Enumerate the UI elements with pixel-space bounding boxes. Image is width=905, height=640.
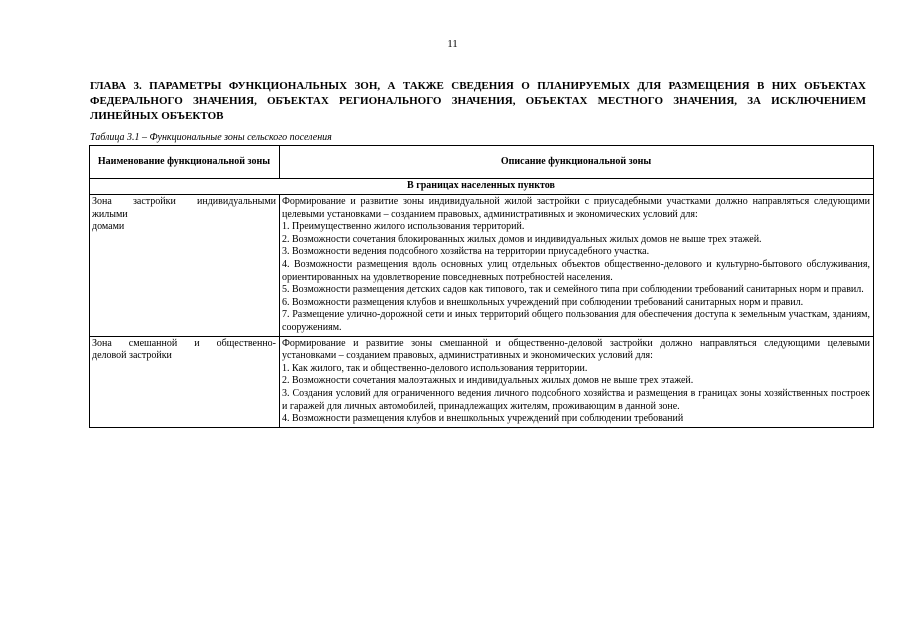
description-paragraph: 6. Возможности размещения клубов и внешкольных учреждений при соблюдении требований санитарных норм и правил. [282, 296, 804, 308]
zone-description-cell [280, 336, 874, 427]
section-title: В границах населенных пунктов [90, 179, 874, 195]
description-paragraph: 1. Преимущественно жилого использования территорий. [282, 221, 525, 233]
description-paragraph: 2. Возможности сочетания малоэтажных и индивидуальных жилых домов не выше трех этажей. [282, 375, 694, 387]
header-zone-name: Наименование функциональной зоны [90, 146, 280, 179]
zone-name-cell [90, 336, 280, 427]
zone-description-cell [280, 195, 874, 337]
description-paragraph: 3. Возможности ведения подсобного хозяйства на территории приусадебного участка. [282, 246, 650, 258]
zone-name-line: домами [92, 221, 125, 233]
description-paragraph: 2. Возможности сочетания блокированных жилых домов и индивидуальных жилых домов не выше трех этажей. [282, 233, 762, 245]
chapter-title: ГЛАВА 3. ПАРАМЕТРЫ ФУНКЦИОНАЛЬНЫХ ЗОН, А ТАКЖЕ СВЕДЕНИЯ О ПЛАНИРУЕМЫХ ДЛЯ РАЗМЕЩЕНИЯ В НИХ ОБЪЕКТАХ ФЕДЕРАЛЬНОГО ЗНАЧЕНИЯ, ОБЪЕКТАХ РЕГИОНАЛЬНОГО ЗНАЧЕНИЯ, ОБЪЕКТАХ МЕСТНОГО ЗНАЧЕНИЯ, ЗА ИСКЛЮЧЕНИЕМ ЛИНЕЙНЫХ ОБЪЕКТОВ [90, 80, 866, 122]
table-header-row [90, 146, 874, 179]
zone-name-line: деловой застройки [92, 350, 172, 362]
section-row [90, 179, 874, 195]
header-zone-description: Описание функциональной зоны [280, 146, 874, 179]
description-paragraph: 7. Размещение улично-дорожной сети и иных территорий общего пользования для обеспечения доступа к земельным участкам, зданиям, сооружениям. [282, 309, 870, 333]
description-paragraph: 5. Возможности размещения детских садов как типового, так и семейного типа при соблюдении требований санитарных норм и правил. [282, 284, 864, 296]
table-row [90, 195, 874, 337]
description-paragraph: Формирование и развитие зоны индивидуальной жилой застройки с приусадебными участками должно направляться следующими целевыми установками – созданием правовых, административных и экономических условий для: [282, 196, 870, 220]
description-paragraph: 3. Создания условий для ограниченного ведения личного подсобного хозяйства и размещения в границах зоны хозяйственных построек и гаражей для личных автомобилей, принадлежащих жителям, проживающим в данной зоне. [282, 387, 870, 412]
description-paragraph: 4. Возможности размещения вдоль основных улиц отдельных объектов общественно-делового и культурно-бытового обслуживания, ориентированных на удовлетворение повседневных потребностей населения. [282, 258, 870, 283]
zone-name-cell [90, 195, 280, 337]
functional-zones-table [89, 145, 874, 428]
table-caption: Таблица 3.1 – Функциональные зоны сельского поселения [90, 132, 332, 143]
description-paragraph: 4. Возможности размещения клубов и внешкольных учреждений при соблюдении требований [282, 413, 684, 425]
zone-name-line: Зона смешанной и общественно- [92, 337, 276, 349]
description-paragraph: Формирование и развитие зоны смешанной и общественно-деловой застройки должно направляться следующими целевыми установками – созданием правовых, административных и экономических условий для: [282, 337, 870, 362]
page-number: 11 [447, 38, 458, 50]
zone-name-line: Зона застройки индивидуальными жилыми [92, 196, 276, 220]
table-row [90, 336, 874, 427]
description-paragraph: 1. Как жилого, так и общественно-делового использования территории. [282, 362, 588, 374]
